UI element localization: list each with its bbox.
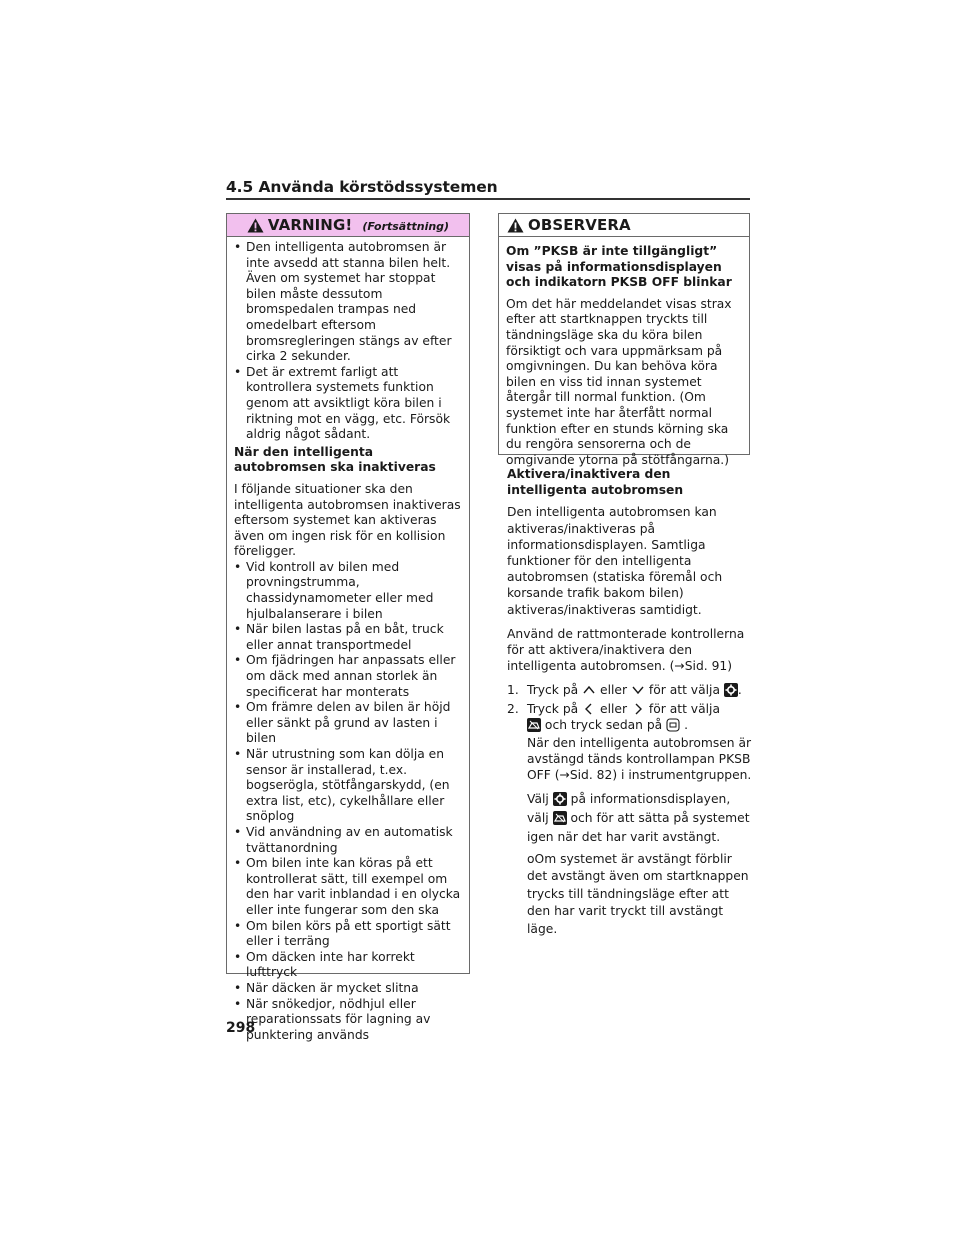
list-item: • När utrustning som kan dölja en sensor är installerad, t.ex. bogserögla, stötfångarskydd, (en extra list, etc), cykelhållare eller snöplog [234,747,463,825]
main-paragraph: Använd de rattmonterade kontrollerna för att aktivera/inaktivera den intelligenta autobromsen. (→Sid. 91) [507,626,745,674]
step-text: Tryck på [527,701,579,716]
section-divider [226,198,750,200]
step-text: för att välja [648,701,720,716]
list-item: • Den intelligenta autobromsen är inte avsedd att stanna bilen helt. Även om systemet har stoppat bilen måste dessutom bromspedalen trampas ned omedelbart eftersom bromsregleringen stängs av efter cirka 2 sekunder. [234,240,463,365]
warning-triangle-icon [507,218,524,233]
list-item: • När däcken är mycket slitna [234,981,463,997]
notice-heading: Om ”PKSB är inte tillgängligt” visas på informationsdisplayen och indikatorn PKSB OFF blinkar [506,244,732,290]
step-text: eller [600,701,628,716]
chevron-right-icon [631,702,645,716]
parking-brake-icon [527,718,541,732]
list-item: • När snökedjor, nödhjul eller reparationssats för lagning av punktering används [234,997,463,1044]
list-item: • Vid kontroll av bilen med provningstrumma, chassidynamometer eller med hjulbalanserare i bilen [234,560,463,622]
warning-title: VARNING! [267,216,353,234]
list-item: • Om däcken inte har korrekt lufttryck [234,950,463,981]
list-item: • Om främre delen av bilen är höjd eller sänkt på grund av lasten i bilen [234,700,463,747]
chevron-down-icon [631,683,645,697]
warning-header [227,214,469,237]
step-text: för att välja [648,683,720,698]
list-item: • Vid användning av en automatisk tvättanordning [234,825,463,856]
list-item: • Om bilen körs på ett sportigt sätt eller i terräng [234,919,463,950]
step-note: oOm systemet är avstängt förblir det avstängt även om startknappen trycks till tändningsläge efter att den har varit tryckt till avstängt läge. [527,851,749,936]
page-number: 298 [226,1020,256,1036]
notice-body [499,237,749,468]
note-text: välj [527,810,549,825]
step-text: . [684,717,688,732]
notice-title: OBSERVERA [528,216,631,234]
step-2 [507,701,753,733]
note-text: Välj [527,791,549,806]
step-number: 1. [507,683,519,698]
step-text: och tryck sedan på [544,717,663,732]
warning-intro: I följande situationer ska den intelligenta autobromsen inaktiveras eftersom systemet kan aktiveras även om ingen risk för en kollision föreligger. [234,481,461,559]
main-content [507,466,753,938]
step-number: 2. [507,701,519,716]
settings-gear-icon [724,683,738,697]
chevron-up-icon [582,683,596,697]
step-note: När den intelligenta autobromsen är avstängd tänds kontrollampan PKSB OFF (→Sid. 82) i instrumentgruppen. [527,736,752,783]
note-text: och för att sätta på systemet igen när det har varit avstängt. [527,810,750,844]
chevron-left-icon [582,702,596,716]
list-item: • Om bilen inte kan köras på ett kontrollerat sätt, till exempel om den har varit inblandad i en olycka eller inte fungerar som den ska [234,856,463,918]
notice-box [498,213,750,467]
step-text: eller [600,683,628,698]
step-text: . [737,683,742,698]
notice-header [499,214,749,237]
warning-body [227,237,469,1043]
list-item: • När bilen lastas på en båt, truck eller annat transportmedel [234,622,463,653]
ok-button-icon [666,718,680,732]
warning-subheading: När den intelligenta autobromsen ska inaktiveras [234,444,436,475]
step-1 [507,682,753,698]
step-text: Tryck på [527,683,579,698]
note-text: på informationsdisplayen, [570,791,731,806]
section-title: 4.5 Använda körstödssystemen [226,178,498,196]
notice-text: Om det här meddelandet visas strax efter att startknappen tryckts till tändningsläge ska du köra bilen försiktigt och vara uppmärksam på omgivningen. Du kan behöva köra bilen en viss tid innan systemet återgår till normal funktion. (Om systemet inte har återfått normal funktion efter en stunds körning ska du rengöra sensorerna och de omgivande ytorna på stötfångarna.) [506,296,732,467]
main-paragraph: Den intelligenta autobromsen kan aktiveras/inaktiveras på informationsdisplayen. Samtliga funktioner för den intelligenta autobromsen (statiska föremål och korsande trafik bakom bilen) aktiveras/inaktiveras samtidigt. [507,505,723,617]
warning-subtitle: (Fortsättning) [362,220,450,233]
list-item: • Det är extremt farligt att kontrollera systemets funktion genom att avsiktligt köra bilen i riktning mot en vägg, etc. Försök aldrig något sådant. [234,365,463,443]
step-note [507,790,753,847]
main-heading: Aktivera/inaktivera den intelligenta autobromsen [507,467,684,498]
list-item: • Om fjädringen har anpassats eller om däck med annan storlek än specificerat har monterats [234,653,463,700]
parking-brake-icon [553,811,567,825]
warning-triangle-icon [247,218,264,233]
settings-gear-icon [553,792,567,806]
